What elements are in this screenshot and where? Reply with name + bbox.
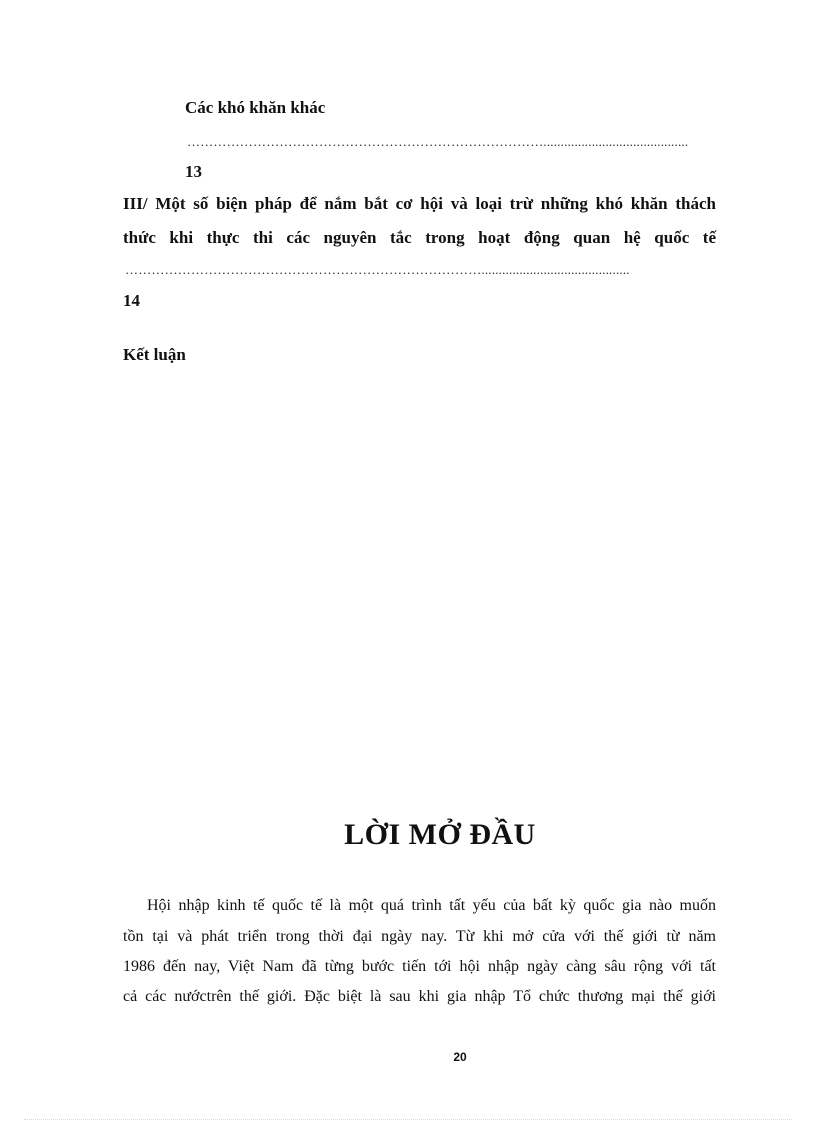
toc-entry-other-difficulties: Các khó khăn khác (185, 98, 326, 117)
toc-entry-section-iii: III/ Một số biện pháp để nắm bắt cơ hội và loại trừ những khó khăn thách (123, 194, 716, 213)
intro-paragraph-line: tồn tại và phát triển trong thời đại ngày nay. Từ khi mở cửa với thế giới từ năm (123, 928, 716, 945)
toc-dot-leader: ………………………………………………………………………........................................... (125, 262, 630, 277)
intro-paragraph-line: Hội nhập kinh tế quốc tế là một quá trình tất yếu của bất kỳ quốc gia nào muốn (147, 897, 716, 914)
intro-paragraph-line: cả các nướctrên thế giới. Đặc biệt là sau khi gia nhập Tổ chức thương mại thế giới (123, 988, 716, 1005)
page-bottom-divider (24, 1119, 792, 1120)
intro-heading: LỜI MỞ ĐẦU (344, 818, 536, 851)
toc-entry-section-iii-continued: thức khi thực thi các nguyên tắc trong hoạt động quan hệ quốc tế (123, 228, 716, 247)
toc-page-number: 13 (185, 162, 202, 181)
toc-entry-conclusion: Kết luận (123, 345, 186, 364)
page-number: 20 (453, 1050, 467, 1064)
toc-dot-leader: ……………………………………………………………………….......................................... (187, 134, 689, 149)
intro-paragraph-line: 1986 đến nay, Việt Nam đã từng bước tiến tới hội nhập ngày càng sâu rộng với tất (123, 958, 716, 975)
toc-page-number: 14 (123, 291, 140, 310)
